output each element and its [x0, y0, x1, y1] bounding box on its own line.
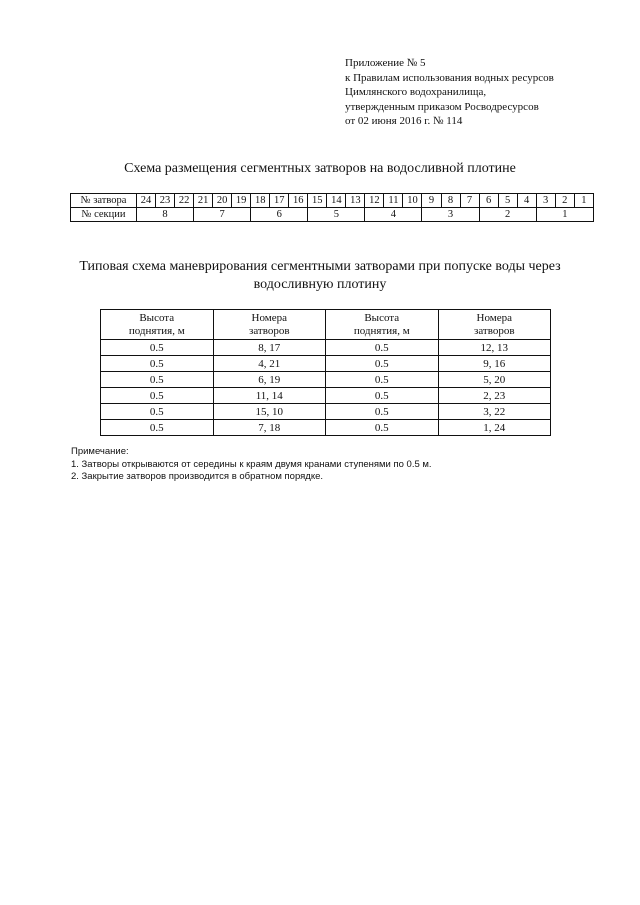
table-cell: 0.5: [101, 404, 214, 420]
section-cell: 7: [194, 208, 251, 222]
maneuver-table: [100, 309, 551, 436]
notes-title: Примечание:: [71, 446, 129, 457]
table-cell: 5, 20: [438, 372, 551, 388]
gate-cell: 21: [194, 194, 213, 208]
table-cell: 15, 10: [213, 404, 326, 420]
column-header-line: Высота: [139, 312, 175, 324]
table-cell: 3, 22: [438, 404, 551, 420]
table-row: [101, 404, 551, 420]
gate-cell: 11: [384, 194, 403, 208]
gate-cell: 4: [517, 194, 536, 208]
gate-cell: 7: [460, 194, 479, 208]
table-cell: 12, 13: [438, 340, 551, 356]
table-cell: 9, 16: [438, 356, 551, 372]
table-cell: 0.5: [326, 420, 439, 436]
section-cell: 6: [251, 208, 308, 222]
maneuver-title: [60, 258, 580, 294]
section-number-label: № секции: [71, 208, 137, 222]
column-header-line: Высота: [364, 312, 400, 324]
table-row: [101, 372, 551, 388]
column-header-line: поднятия, м: [353, 325, 410, 337]
column-header-line: затворов: [473, 325, 515, 337]
gate-number-label: № затвора: [71, 194, 137, 208]
appendix-line: от 02 июня 2016 г. № 114: [345, 115, 463, 127]
table-cell: 0.5: [101, 340, 214, 356]
table-cell: 0.5: [326, 388, 439, 404]
column-header-line: затворов: [248, 325, 290, 337]
section-cell: 4: [365, 208, 422, 222]
note-item: 2. Закрытие затворов производится в обратном порядке.: [71, 471, 324, 482]
gate-cell: 16: [289, 194, 308, 208]
section-cell: 2: [479, 208, 536, 222]
table-cell: 0.5: [326, 404, 439, 420]
gate-cell: 6: [479, 194, 498, 208]
gate-cell: 1: [574, 194, 593, 208]
gate-cell: 18: [251, 194, 270, 208]
gate-cell: 12: [365, 194, 384, 208]
gate-scheme-table: [70, 193, 594, 222]
section-number-row: [71, 208, 594, 222]
appendix-line: утвержденным приказом Росводресурсов: [345, 100, 539, 113]
table-cell: 1, 24: [438, 420, 551, 436]
table-cell: 0.5: [326, 340, 439, 356]
gate-cell: 14: [327, 194, 346, 208]
table-cell: 0.5: [101, 356, 214, 372]
column-header: [213, 310, 326, 340]
gate-cell: 13: [346, 194, 365, 208]
appendix-header: [345, 56, 554, 129]
section-cell: 3: [422, 208, 479, 222]
table-row: [101, 420, 551, 436]
table-cell: 0.5: [326, 356, 439, 372]
table-row: [101, 356, 551, 372]
gate-cell: 5: [498, 194, 517, 208]
table-row: [101, 388, 551, 404]
appendix-line: к Правилам использования водных ресурсов: [345, 71, 554, 84]
gate-cell: 24: [137, 194, 156, 208]
appendix-line: Приложение № 5: [345, 57, 426, 69]
table-cell: 4, 21: [213, 356, 326, 372]
column-header-line: поднятия, м: [128, 325, 185, 337]
column-header: [326, 310, 439, 340]
note-item: 1. Затворы открываются от середины к краям двумя кранами ступенями по 0.5 м.: [71, 458, 432, 470]
section-cell: 5: [308, 208, 365, 222]
section-cell: 8: [137, 208, 194, 222]
gate-cell: 23: [156, 194, 175, 208]
column-header-line: Номера: [476, 312, 512, 324]
table-cell: 7, 18: [213, 420, 326, 436]
gate-cell: 8: [441, 194, 460, 208]
table-cell: 0.5: [101, 388, 214, 404]
maneuver-header-row: [101, 310, 551, 340]
gate-cell: 9: [422, 194, 441, 208]
table-cell: 0.5: [101, 372, 214, 388]
table-cell: 8, 17: [213, 340, 326, 356]
gate-cell: 17: [270, 194, 289, 208]
gate-number-row: [71, 194, 594, 208]
maneuver-title-line: водосливную плотину: [253, 277, 387, 292]
table-cell: 6, 19: [213, 372, 326, 388]
gate-cell: 3: [536, 194, 555, 208]
table-cell: 0.5: [101, 420, 214, 436]
gate-cell: 19: [232, 194, 251, 208]
table-cell: 2, 23: [438, 388, 551, 404]
table-cell: 11, 14: [213, 388, 326, 404]
table-cell: 0.5: [326, 372, 439, 388]
table-row: [101, 340, 551, 356]
appendix-line: Цимлянского водохранилища,: [345, 86, 487, 98]
gate-cell: 20: [213, 194, 232, 208]
gate-cell: 15: [308, 194, 327, 208]
section-cell: 1: [536, 208, 593, 222]
gate-scheme-title: Схема размещения сегментных затворов на водосливной плотине: [124, 161, 516, 176]
notes-block: [71, 446, 432, 484]
gate-cell: 10: [403, 194, 422, 208]
column-header-line: Номера: [251, 312, 287, 324]
gate-cell: 2: [555, 194, 574, 208]
column-header: [438, 310, 551, 340]
maneuver-title-line: Типовая схема маневрирования сегментными затворами при попуске воды через: [79, 259, 561, 274]
gate-cell: 22: [175, 194, 194, 208]
column-header: [101, 310, 214, 340]
